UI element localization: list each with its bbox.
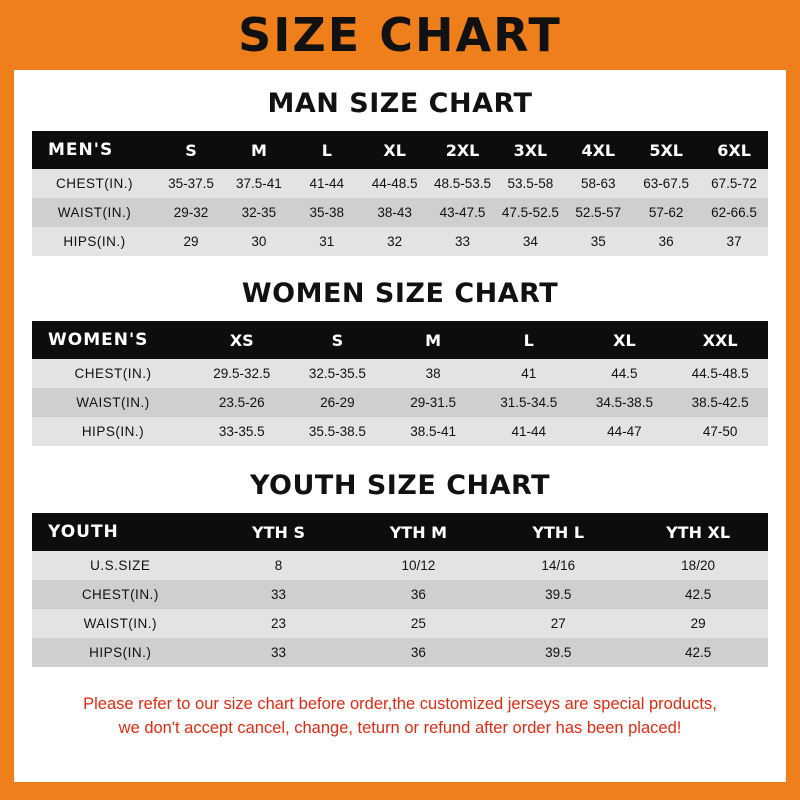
men-waist-s: 29-32 — [157, 198, 225, 227]
table-row — [32, 388, 768, 417]
women-row-label-chest: CHEST(IN.) — [32, 359, 194, 388]
women-waist-m: 29-31.5 — [385, 388, 481, 417]
men-row-label-hips: HIPS(IN.) — [32, 227, 157, 256]
women-chest-xl: 44.5 — [577, 359, 673, 388]
table-row — [32, 638, 768, 667]
men-header-2xl: 2XL — [429, 131, 497, 169]
men-header-m: M — [225, 131, 293, 169]
women-header-xxl: XXL — [672, 321, 768, 359]
youth-hips-m: 36 — [348, 638, 488, 667]
youth-waist-l: 27 — [488, 609, 628, 638]
youth-hips-xl: 42.5 — [628, 638, 768, 667]
women-size-table — [32, 321, 768, 446]
youth-waist-m: 25 — [348, 609, 488, 638]
women-chest-xs: 29.5-32.5 — [194, 359, 290, 388]
youth-header-label: YOUTH — [32, 513, 209, 551]
table-row — [32, 359, 768, 388]
women-hips-xs: 33-35.5 — [194, 417, 290, 446]
youth-ussize-m: 10/12 — [348, 551, 488, 580]
men-waist-5xl: 57-62 — [632, 198, 700, 227]
table-row — [32, 580, 768, 609]
youth-header-s: YTH S — [209, 513, 349, 551]
footer-note-line-1: Please refer to our size chart before order,the customized jerseys are special products, — [83, 695, 717, 713]
top-banner — [0, 0, 800, 70]
youth-chest-s: 33 — [209, 580, 349, 609]
men-row-label-chest: CHEST(IN.) — [32, 169, 157, 198]
men-table-header — [32, 131, 768, 169]
men-waist-3xl: 47.5-52.5 — [496, 198, 564, 227]
youth-size-table — [32, 513, 768, 667]
bottom-banner — [0, 782, 800, 800]
youth-row-label-waist: WAIST(IN.) — [32, 609, 209, 638]
youth-ussize-l: 14/16 — [488, 551, 628, 580]
youth-chest-m: 36 — [348, 580, 488, 609]
women-hips-xxl: 47-50 — [672, 417, 768, 446]
women-waist-xxl: 38.5-42.5 — [672, 388, 768, 417]
men-chest-s: 35-37.5 — [157, 169, 225, 198]
men-hips-3xl: 34 — [496, 227, 564, 256]
women-table-header — [32, 321, 768, 359]
men-header-3xl: 3XL — [496, 131, 564, 169]
table-row — [32, 198, 768, 227]
women-waist-xl: 34.5-38.5 — [577, 388, 673, 417]
table-header-row — [32, 131, 768, 169]
men-chest-xl: 44-48.5 — [361, 169, 429, 198]
youth-section-title: YOUTH SIZE CHART — [249, 470, 551, 501]
men-header-l: L — [293, 131, 361, 169]
youth-table-header — [32, 513, 768, 551]
men-row-label-waist: WAIST(IN.) — [32, 198, 157, 227]
youth-ussize-s: 8 — [209, 551, 349, 580]
chart-content — [14, 88, 786, 741]
men-chest-m: 37.5-41 — [225, 169, 293, 198]
youth-hips-l: 39.5 — [488, 638, 628, 667]
men-header-4xl: 4XL — [564, 131, 632, 169]
men-header-label: MEN'S — [32, 131, 157, 169]
women-chest-xxl: 44.5-48.5 — [672, 359, 768, 388]
men-hips-s: 29 — [157, 227, 225, 256]
youth-waist-xl: 29 — [628, 609, 768, 638]
men-hips-2xl: 33 — [429, 227, 497, 256]
footer-note-line-2: we don't accept cancel, change, teturn or refund after order has been placed! — [118, 718, 682, 737]
table-row — [32, 227, 768, 256]
youth-ussize-xl: 18/20 — [628, 551, 768, 580]
men-header-5xl: 5XL — [632, 131, 700, 169]
women-hips-xl: 44-47 — [577, 417, 673, 446]
women-waist-s: 26-29 — [290, 388, 386, 417]
women-header-s: S — [290, 321, 386, 359]
men-hips-5xl: 36 — [632, 227, 700, 256]
man-section-title: MAN SIZE CHART — [267, 88, 533, 119]
women-row-label-hips: HIPS(IN.) — [32, 417, 194, 446]
table-header-row — [32, 513, 768, 551]
table-row — [32, 169, 768, 198]
youth-row-label-ussize: U.S.SIZE — [32, 551, 209, 580]
youth-table-body — [32, 551, 768, 667]
men-waist-xl: 38-43 — [361, 198, 429, 227]
men-waist-2xl: 43-47.5 — [429, 198, 497, 227]
men-hips-l: 31 — [293, 227, 361, 256]
women-waist-l: 31.5-34.5 — [481, 388, 577, 417]
men-waist-m: 32-35 — [225, 198, 293, 227]
men-chest-2xl: 48.5-53.5 — [429, 169, 497, 198]
women-hips-m: 38.5-41 — [385, 417, 481, 446]
youth-row-label-chest: CHEST(IN.) — [32, 580, 209, 609]
men-chest-3xl: 53.5-58 — [496, 169, 564, 198]
youth-hips-s: 33 — [209, 638, 349, 667]
men-table-body — [32, 169, 768, 256]
women-header-xl: XL — [577, 321, 673, 359]
youth-header-m: YTH M — [348, 513, 488, 551]
youth-chest-xl: 42.5 — [628, 580, 768, 609]
women-header-label: WOMEN'S — [32, 321, 194, 359]
table-row — [32, 417, 768, 446]
youth-header-l: YTH L — [488, 513, 628, 551]
table-row — [32, 551, 768, 580]
men-waist-4xl: 52.5-57 — [564, 198, 632, 227]
youth-chest-l: 39.5 — [488, 580, 628, 609]
women-header-l: L — [481, 321, 577, 359]
men-header-s: S — [157, 131, 225, 169]
youth-row-label-hips: HIPS(IN.) — [32, 638, 209, 667]
men-size-table — [32, 131, 768, 256]
women-header-m: M — [385, 321, 481, 359]
men-hips-m: 30 — [225, 227, 293, 256]
table-row — [32, 609, 768, 638]
women-row-label-waist: WAIST(IN.) — [32, 388, 194, 417]
men-hips-4xl: 35 — [564, 227, 632, 256]
women-chest-s: 32.5-35.5 — [290, 359, 386, 388]
women-waist-xs: 23.5-26 — [194, 388, 290, 417]
youth-waist-s: 23 — [209, 609, 349, 638]
men-chest-4xl: 58-63 — [564, 169, 632, 198]
men-chest-5xl: 63-67.5 — [632, 169, 700, 198]
women-hips-s: 35.5-38.5 — [290, 417, 386, 446]
table-header-row — [32, 321, 768, 359]
men-chest-6xl: 67.5-72 — [700, 169, 768, 198]
women-chest-m: 38 — [385, 359, 481, 388]
men-waist-6xl: 62-66.5 — [700, 198, 768, 227]
men-hips-6xl: 37 — [700, 227, 768, 256]
women-header-xs: XS — [194, 321, 290, 359]
women-hips-l: 41-44 — [481, 417, 577, 446]
footer-note — [32, 693, 768, 741]
women-section-title: WOMEN SIZE CHART — [241, 278, 559, 309]
men-header-xl: XL — [361, 131, 429, 169]
women-chest-l: 41 — [481, 359, 577, 388]
men-header-6xl: 6XL — [700, 131, 768, 169]
youth-header-xl: YTH XL — [628, 513, 768, 551]
men-hips-xl: 32 — [361, 227, 429, 256]
women-table-body — [32, 359, 768, 446]
page-title: SIZE CHART — [238, 8, 562, 62]
men-waist-l: 35-38 — [293, 198, 361, 227]
men-chest-l: 41-44 — [293, 169, 361, 198]
